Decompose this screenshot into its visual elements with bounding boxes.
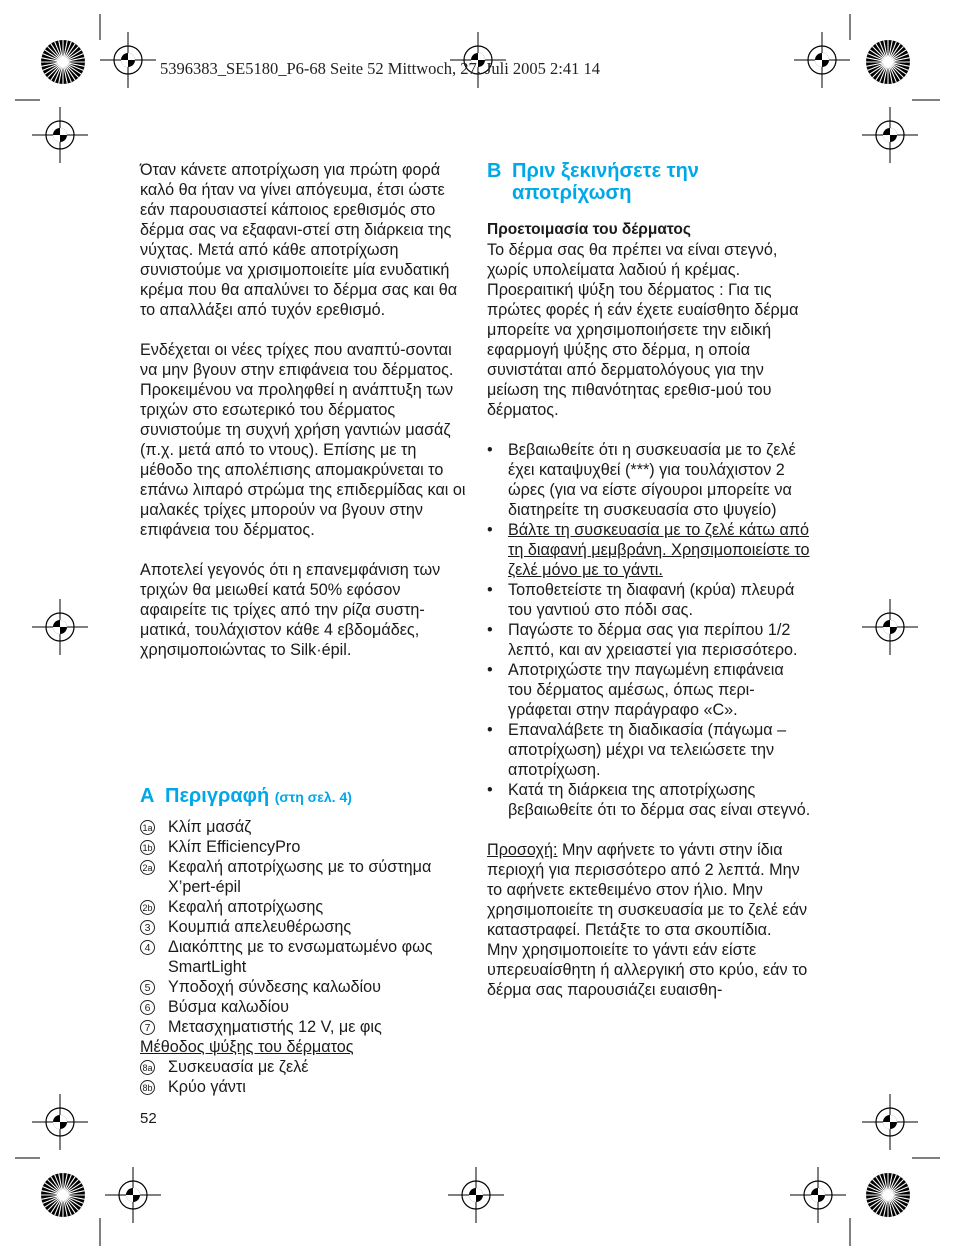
caution-text: Μην αφήνετε το γάντι στην ίδια περιοχή για περισσότερο από 2 λεπτά. Μην το αφήνετε εκτεθειμένο στον ήλιο. Μην χρησιμοποιείτε τη συσκευασία με το ζελέ εάν καταστραφεί. Πετάξτε το στα σκουπίδια. bbox=[487, 841, 808, 939]
part-label: Κρύο γάντι bbox=[168, 1078, 246, 1096]
list-item bbox=[140, 937, 470, 977]
part-number-badge: 6 bbox=[140, 1000, 155, 1015]
list-item: • Βάλτε τη συσκευασία με το ζελέ κάτω από τη διαφανή μεμβράνη. Χρησιμοποιείστε το ζελέ μόνο με το γάντι. bbox=[487, 520, 812, 580]
list-item bbox=[140, 1057, 470, 1077]
part-label: Βύσμα καλωδίου bbox=[168, 998, 290, 1016]
list-item bbox=[140, 917, 470, 937]
part-label: Κλίπ μασάζ bbox=[168, 818, 252, 836]
skin-prep-paragraph: Το δέρμα σας θα πρέπει να είναι στεγνό, χωρίς υπολείματα λαδιού ή κρέμας. Προεραιτική ψύξη του δέρματος : Για τις πρώτες φορές ή εάν έχετε ευαίσθητο δέρμα μπορείτε να χρησιμοποιήσετε την ειδική εφαρμογή ψύξης στο δέρμα, η οποία συνιστάται από δερματολόγους για την μείωση της πιθανότητας ερεθισ-μού του δέρματος. bbox=[487, 241, 799, 419]
part-number-badge: 7 bbox=[140, 1020, 155, 1035]
part-number-badge: 8b bbox=[140, 1080, 155, 1095]
list-item bbox=[140, 857, 470, 897]
list-item: • Βεβαιωθείτε ότι η συσκευασία με το ζελέ έχει καταψυχθεί (***) για τουλάχιστον 2 ώρες (για να είστε σίγουροι μπορείτε να διατηρείτε τη συσκευασία στο ψυγείο) bbox=[487, 440, 812, 520]
part-number-badge: 5 bbox=[140, 980, 155, 995]
print-header: 5396383_SE5180_P6-68 Seite 52 Mittwoch, 27. Juli 2005 2:41 14 bbox=[160, 59, 601, 78]
cooling-method-subheading: Μέθοδος ψύξης του δέρματος bbox=[140, 1038, 354, 1056]
allergy-paragraph: Μην χρησιμοποιείτε το γάντι εάν είστε υπερευαίσθητη ή αλλεργική στο κρύο, εάν το δέρμα σας παρουσιάζει ευαισθη- bbox=[487, 941, 808, 999]
list-item bbox=[140, 1017, 470, 1037]
skin-prep-subheading: Προετοιμασία του δέρματος bbox=[487, 221, 691, 238]
page-number: 52 bbox=[140, 1110, 157, 1127]
part-label: Διακόπτης με το ενσωματωμένο φως SmartLight bbox=[168, 938, 433, 976]
list-item: • Κατά τη διάρκεια της αποτρίχωσης βεβαιωθείτε ότι το δέρμα σας είναι στεγνό. bbox=[487, 781, 811, 819]
bullet-text: Βεβαιωθείτε ότι η συσκευασία με το ζελέ έχει καταψυχθεί (***) για τουλάχιστον 2 ώρες (για να είστε σίγουροι μπορείτε να διατηρείτε τη συσκευασία στο ψυγείο) bbox=[508, 441, 796, 519]
part-number-badge: 8a bbox=[140, 1060, 155, 1075]
part-number-badge: 2b bbox=[140, 900, 155, 915]
bullet-text: Τοποθετείστε τη διαφανή (κρύα) πλευρά του γαντιού στο πόδι σας. bbox=[508, 581, 795, 619]
list-item bbox=[140, 997, 470, 1017]
list-item bbox=[140, 897, 470, 917]
part-label: Κλίπ EfficiencyPro bbox=[168, 838, 301, 856]
part-label: Μετασχηματιστής 12 V, με φις bbox=[168, 1018, 382, 1036]
section-b-title-line2: αποτρίχωση bbox=[512, 182, 632, 204]
part-label: Συσκευασία με ζελέ bbox=[168, 1058, 309, 1076]
part-label: Κουμπιά απελευθέρωσης bbox=[168, 918, 352, 936]
part-label: Κεφαλή αποτρίχωσης bbox=[168, 898, 324, 916]
section-b-title-line1: Πριν ξεκινήσετε την bbox=[512, 160, 699, 182]
section-a-ref: (στη σελ. 4) bbox=[274, 789, 352, 805]
list-item bbox=[140, 837, 470, 857]
part-number-badge: 1a bbox=[140, 820, 155, 835]
bullet-text: Παγώστε το δέρμα σας για περίπου 1/2 λεπτό, και αν χρειαστεί για περισσότερο. bbox=[508, 621, 798, 659]
caution-paragraph bbox=[487, 840, 812, 940]
part-number-badge: 4 bbox=[140, 940, 155, 955]
section-b-letter: B bbox=[487, 160, 502, 182]
bullet-text: Αποτριχώστε την παγωμένη επιφάνεια του δέρματος αμέσως, όπως περι-γράφεται στην παράγραφο «C». bbox=[508, 661, 784, 719]
bullet-text: Βάλτε τη συσκευασία με το ζελέ κάτω από τη διαφανή μεμβράνη. Χρησιμοποιείστε το ζελέ μόνο με το γάντι. bbox=[508, 521, 810, 579]
section-a-letter: A bbox=[140, 785, 155, 807]
part-number-badge: 2a bbox=[140, 860, 155, 875]
right-column bbox=[487, 160, 812, 1000]
regrowth-paragraph: Αποτελεί γεγονός ότι η επανεμφάνιση των τριχών θα μειωθεί κατά 50% εφόσον αφαιρείτε τις τρίχες από την ρίζα συστη-ματικά, τουλάχιστον κάθε 4 εβδομάδες, χρησιμοποιώντας το Silk·épil. bbox=[140, 561, 441, 659]
bullet-text: Κατά τη διάρκεια της αποτρίχωσης βεβαιωθείτε ότι το δέρμα σας είναι στεγνό. bbox=[508, 781, 811, 819]
section-b-heading bbox=[487, 160, 812, 204]
part-label: Κεφαλή αποτρίχωσης με το σύστημα X’pert-épil bbox=[168, 858, 432, 896]
list-item bbox=[140, 977, 470, 997]
parts-list bbox=[140, 817, 470, 1097]
list-item bbox=[140, 1077, 470, 1097]
list-item: • Επαναλάβετε τη διαδικασία (πάγωμα – αποτρίχωση) μέχρι να τελειώσετε την αποτρίχωση. bbox=[487, 720, 812, 780]
bullet-list bbox=[487, 440, 812, 820]
section-a-heading bbox=[140, 785, 352, 808]
part-number-badge: 3 bbox=[140, 920, 155, 935]
caution-label: Προσοχή: bbox=[487, 841, 558, 859]
left-column bbox=[140, 160, 470, 660]
list-item: • Παγώστε το δέρμα σας για περίπου 1/2 λεπτό, και αν χρειαστεί για περισσότερο. bbox=[487, 620, 812, 660]
part-label: Υποδοχή σύνδεσης καλωδίου bbox=[168, 978, 381, 996]
bullet-text: Επαναλάβετε τη διαδικασία (πάγωμα – αποτρίχωση) μέχρι να τελειώσετε την αποτρίχωση. bbox=[508, 721, 787, 779]
list-item: • Αποτριχώστε την παγωμένη επιφάνεια του δέρματος αμέσως, όπως περι-γράφεται στην παράγραφο «C». bbox=[487, 660, 812, 720]
list-item: • Τοποθετείστε τη διαφανή (κρύα) πλευρά του γαντιού στο πόδι σας. bbox=[487, 580, 812, 620]
ingrown-hair-paragraph: Ενδέχεται οι νέες τρίχες που αναπτύ-σονται να μην βγουν στην επιφάνεια του δέρματος. Προκειμένου να προληφθεί η ανάπτυξη των τριχών στο εσωτερικό του δέρματος συνιστούμε τη συχνή χρήση γαντιών μασάζ (π.χ. μετά από το ντους). Επίσης με τη μέθοδο της απολέπισης απομακρύνεται το επάνω λιπαρό στρώμα της επιδερμίδας και οι μαλακές τρίχες μπορούν να βγουν στην επιφάνεια του δέρματος. bbox=[140, 341, 466, 539]
intro-paragraph: Όταν κάνετε αποτρίχωση για πρώτη φορά καλό θα ήταν να γίνει απόγευμα, έτσι ώστε εάν παρουσιαστεί κάποιος ερεθισμός στο δέρμα σας να εξαφανι-στεί στη διάρκεια της νύχτας. Μετά από κάθε αποτρίχωση συνιστούμε να χρισιμοποιείτε μία ενυδατική κρέμα που θα απαλύνει το δέρμα σας και θα το απαλλάξει από τυχόν ερεθισμό. bbox=[140, 161, 458, 319]
part-number-badge: 1b bbox=[140, 840, 155, 855]
section-a-title: Περιγραφή bbox=[165, 785, 270, 807]
list-item bbox=[140, 817, 470, 837]
